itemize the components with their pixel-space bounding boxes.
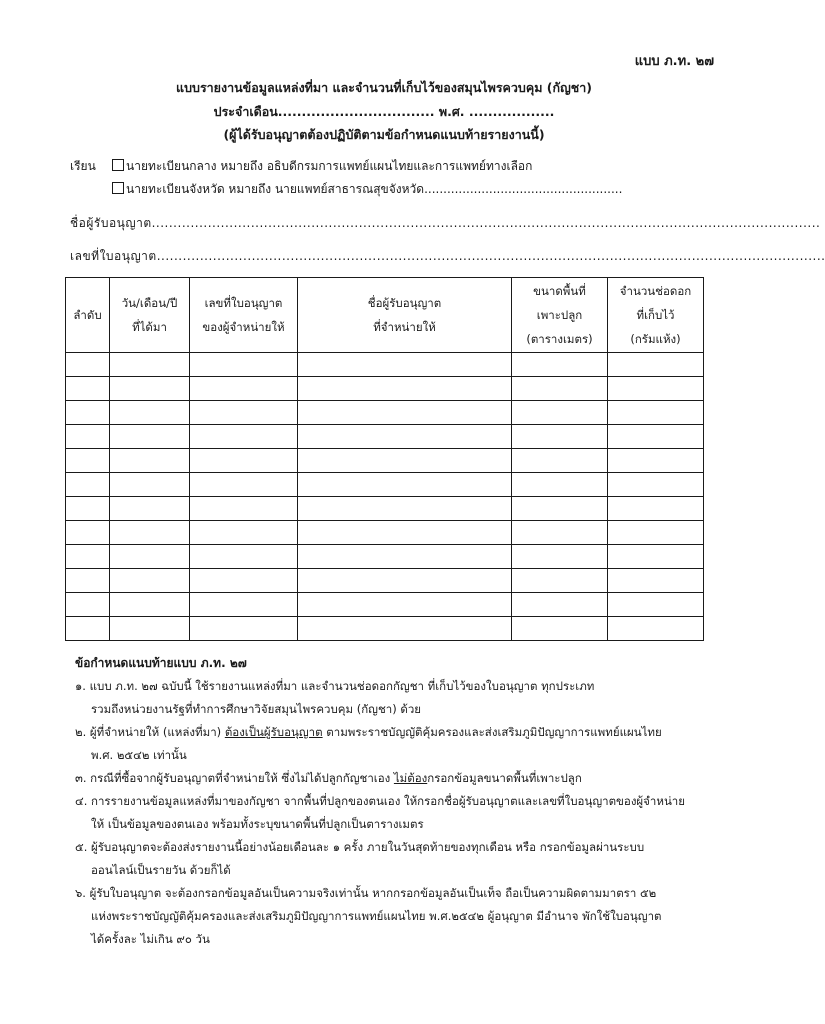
table-cell[interactable] xyxy=(190,377,298,401)
licensee-name-label: ชื่อผู้รับอนุญาต........................................................................................................................................................... xyxy=(70,216,821,230)
table-cell[interactable] xyxy=(110,401,190,425)
table-cell[interactable] xyxy=(512,593,608,617)
header-flower-quantity: จำนวนช่อดอก ที่เก็บไว้ (กรัมแห้ง) xyxy=(608,278,704,353)
table-header-row xyxy=(66,278,704,353)
note-3: ๓. กรณีที่ซื้อจากผู้รับอนุญาตที่จำหน่ายให้ ซึ่งไม่ได้ปลูกกัญชาเอง ไม่ต้องกรอกข้อมูลขนาดพื้นที่เพาะปลูก xyxy=(75,771,582,785)
table-cell[interactable] xyxy=(298,473,512,497)
checkbox-icon[interactable] xyxy=(112,159,124,171)
table-cell[interactable] xyxy=(512,473,608,497)
note-5: ๕. ผู้รับอนุญาตจะต้องส่งรายงานนี้อย่างน้อยเดือนละ ๑ ครั้ง ภายในวันสุดท้ายของทุกเดือน หรือ กรอกข้อมูลผ่านระบบ xyxy=(75,840,645,854)
table-cell[interactable] xyxy=(110,569,190,593)
table-cell[interactable] xyxy=(66,473,110,497)
table-cell[interactable] xyxy=(608,425,704,449)
note-1: ๑. แบบ ภ.ท. ๒๗ ฉบับนี้ ใช้รายงานแหล่งที่มา และจำนวนช่อดอกกัญชา ที่เก็บไว้ของใบอนุญาต ทุกประเภท xyxy=(75,679,595,693)
notes-title: ข้อกำหนดแนบท้ายแบบ ภ.ท. ๒๗ xyxy=(75,656,247,670)
table-row xyxy=(66,617,704,641)
table-cell[interactable] xyxy=(190,401,298,425)
note-2-emphasis: ต้องเป็นผู้รับอนุญาต xyxy=(224,725,323,739)
table-row xyxy=(66,545,704,569)
table-cell[interactable] xyxy=(66,545,110,569)
table-cell[interactable] xyxy=(608,521,704,545)
table-cell[interactable] xyxy=(298,377,512,401)
table-cell[interactable] xyxy=(66,353,110,377)
table-row xyxy=(66,569,704,593)
addressee-option-central[interactable] xyxy=(112,157,532,176)
table-cell[interactable] xyxy=(190,425,298,449)
table-cell[interactable] xyxy=(608,473,704,497)
table-cell[interactable] xyxy=(190,569,298,593)
note-1-cont: รวมถึงหน่วยงานรัฐที่ทำการศึกษาวิจัยสมุนไพรควบคุม (กัญชา) ด้วย xyxy=(91,702,422,716)
table-cell[interactable] xyxy=(190,473,298,497)
table-cell[interactable] xyxy=(190,617,298,641)
table-cell[interactable] xyxy=(66,497,110,521)
table-cell[interactable] xyxy=(66,593,110,617)
table-cell[interactable] xyxy=(608,617,704,641)
table-cell[interactable] xyxy=(512,449,608,473)
table-cell[interactable] xyxy=(110,449,190,473)
table-cell[interactable] xyxy=(298,353,512,377)
addressee-option-provincial-label: นายทะเบียนจังหวัด หมายถึง นายแพทย์สาธารณสุขจังหวัด.................................................... xyxy=(126,182,623,196)
form-title: แบบรายงานข้อมูลแหล่งที่มา และจำนวนที่เก็บไว้ของสมุนไพรควบคุม (กัญชา) xyxy=(176,80,592,95)
note-2: ๒. ผู้ที่จำหน่ายให้ (แหล่งที่มา) ต้องเป็นผู้รับอนุญาต ตามพระราชบัญญัติคุ้มครองและส่งเสริมภูมิปัญญาการแพทย์แผนไทย xyxy=(75,725,662,739)
header-cultivation-area: ขนาดพื้นที่ เพาะปลูก (ตารางเมตร) xyxy=(512,278,608,353)
table-cell[interactable] xyxy=(298,545,512,569)
table-cell[interactable] xyxy=(66,569,110,593)
addressee-label: เรียน xyxy=(70,159,96,173)
license-number-field[interactable] xyxy=(70,247,825,266)
form-code: แบบ ภ.ท. ๒๗ xyxy=(634,54,714,69)
table-cell[interactable] xyxy=(190,593,298,617)
table-cell[interactable] xyxy=(608,569,704,593)
table-cell[interactable] xyxy=(190,497,298,521)
table-cell[interactable] xyxy=(110,617,190,641)
reporting-period: ประจำเดือน................................. พ.ศ. .................. xyxy=(213,104,555,119)
checkbox-icon[interactable] xyxy=(112,182,124,194)
table-cell[interactable] xyxy=(190,521,298,545)
table-cell[interactable] xyxy=(110,353,190,377)
table-cell[interactable] xyxy=(66,401,110,425)
table-cell[interactable] xyxy=(298,521,512,545)
table-cell[interactable] xyxy=(512,545,608,569)
note-4-cont: ให้ เป็นข้อมูลของตนเอง พร้อมทั้งระบุขนาดพื้นที่ปลูกเป็นตารางเมตร xyxy=(91,817,424,831)
table-cell[interactable] xyxy=(608,593,704,617)
table-cell[interactable] xyxy=(190,545,298,569)
note-5-cont: ออนไลน์เป็นรายวัน ด้วยก็ได้ xyxy=(91,863,231,877)
header-seller-license-no: เลขที่ใบอนุญาต ของผู้จำหน่ายให้ xyxy=(190,278,298,353)
table-cell[interactable] xyxy=(66,425,110,449)
table-cell[interactable] xyxy=(66,377,110,401)
table-cell[interactable] xyxy=(512,425,608,449)
table-cell[interactable] xyxy=(298,593,512,617)
table-cell[interactable] xyxy=(298,617,512,641)
report-table xyxy=(65,277,704,641)
table-cell[interactable] xyxy=(190,449,298,473)
addressee-option-provincial[interactable] xyxy=(112,180,622,199)
table-cell[interactable] xyxy=(512,377,608,401)
licensee-name-field[interactable] xyxy=(70,214,821,233)
header-date-received: วัน/เดือน/ปี ที่ได้มา xyxy=(110,278,190,353)
table-cell[interactable] xyxy=(110,425,190,449)
table-cell[interactable] xyxy=(608,353,704,377)
table-row xyxy=(66,449,704,473)
note-6-cont-2: ได้ครั้งละ ไม่เกิน ๙๐ วัน xyxy=(91,932,210,946)
note-2-cont: พ.ศ. ๒๕๔๒ เท่านั้น xyxy=(91,748,187,762)
table-cell[interactable] xyxy=(110,473,190,497)
table-cell[interactable] xyxy=(512,569,608,593)
table-row xyxy=(66,425,704,449)
appendix-notes xyxy=(75,652,715,951)
table-row xyxy=(66,521,704,545)
note-6: ๖. ผู้รับใบอนุญาต จะต้องกรอกข้อมูลอันเป็นความจริงเท่านั้น หากกรอกข้อมูลอันเป็นเท็จ ถือเป็นความผิดตามมาตรา ๕๒ xyxy=(75,886,657,900)
table-cell[interactable] xyxy=(298,569,512,593)
table-cell[interactable] xyxy=(110,545,190,569)
table-cell[interactable] xyxy=(66,521,110,545)
table-cell[interactable] xyxy=(298,425,512,449)
table-cell[interactable] xyxy=(298,401,512,425)
table-row xyxy=(66,593,704,617)
table-cell[interactable] xyxy=(110,497,190,521)
table-row xyxy=(66,401,704,425)
table-cell[interactable] xyxy=(190,353,298,377)
table-cell[interactable] xyxy=(512,497,608,521)
table-cell[interactable] xyxy=(66,617,110,641)
note-4: ๔. การรายงานข้อมูลแหล่งที่มาของกัญชา จากพื้นที่ปลูกของตนเอง ให้กรอกชื่อผู้รับอนุญาตและเลขที่ใบอนุญาตของผู้จำหน่าย xyxy=(75,794,686,808)
license-number-label: เลขที่ใบอนุญาต........................................................................................................................................................... xyxy=(70,249,825,263)
table-row xyxy=(66,473,704,497)
table-cell[interactable] xyxy=(110,593,190,617)
table-row xyxy=(66,497,704,521)
header-sequence: ลำดับ xyxy=(66,278,110,353)
table-cell[interactable] xyxy=(608,401,704,425)
table-cell[interactable] xyxy=(608,449,704,473)
table-cell[interactable] xyxy=(608,377,704,401)
table-row xyxy=(66,377,704,401)
form-instruction: (ผู้ได้รับอนุญาตต้องปฏิบัติตามข้อกำหนดแนบท้ายรายงานนี้) xyxy=(223,127,545,142)
table-cell[interactable] xyxy=(66,449,110,473)
note-3-emphasis: ไม่ต้อง xyxy=(393,771,428,785)
table-row xyxy=(66,353,704,377)
note-6-cont: แห่งพระราชบัญญัติคุ้มครองและส่งเสริมภูมิปัญญาการแพทย์แผนไทย พ.ศ.๒๕๔๒ ผู้อนุญาต มีอำนาจ พักใช้ใบอนุญาต xyxy=(91,909,662,923)
table-cell[interactable] xyxy=(512,401,608,425)
table-cell[interactable] xyxy=(512,521,608,545)
table-cell[interactable] xyxy=(298,497,512,521)
addressee-option-central-label: นายทะเบียนกลาง หมายถึง อธิบดีกรมการแพทย์แผนไทยและการแพทย์ทางเลือก xyxy=(126,159,533,173)
table-cell[interactable] xyxy=(110,377,190,401)
table-cell[interactable] xyxy=(298,449,512,473)
table-cell[interactable] xyxy=(608,545,704,569)
table-cell[interactable] xyxy=(512,617,608,641)
header-seller-name: ชื่อผู้รับอนุญาต ที่จำหน่ายให้ xyxy=(298,278,512,353)
table-cell[interactable] xyxy=(512,353,608,377)
table-cell[interactable] xyxy=(608,497,704,521)
table-cell[interactable] xyxy=(110,521,190,545)
